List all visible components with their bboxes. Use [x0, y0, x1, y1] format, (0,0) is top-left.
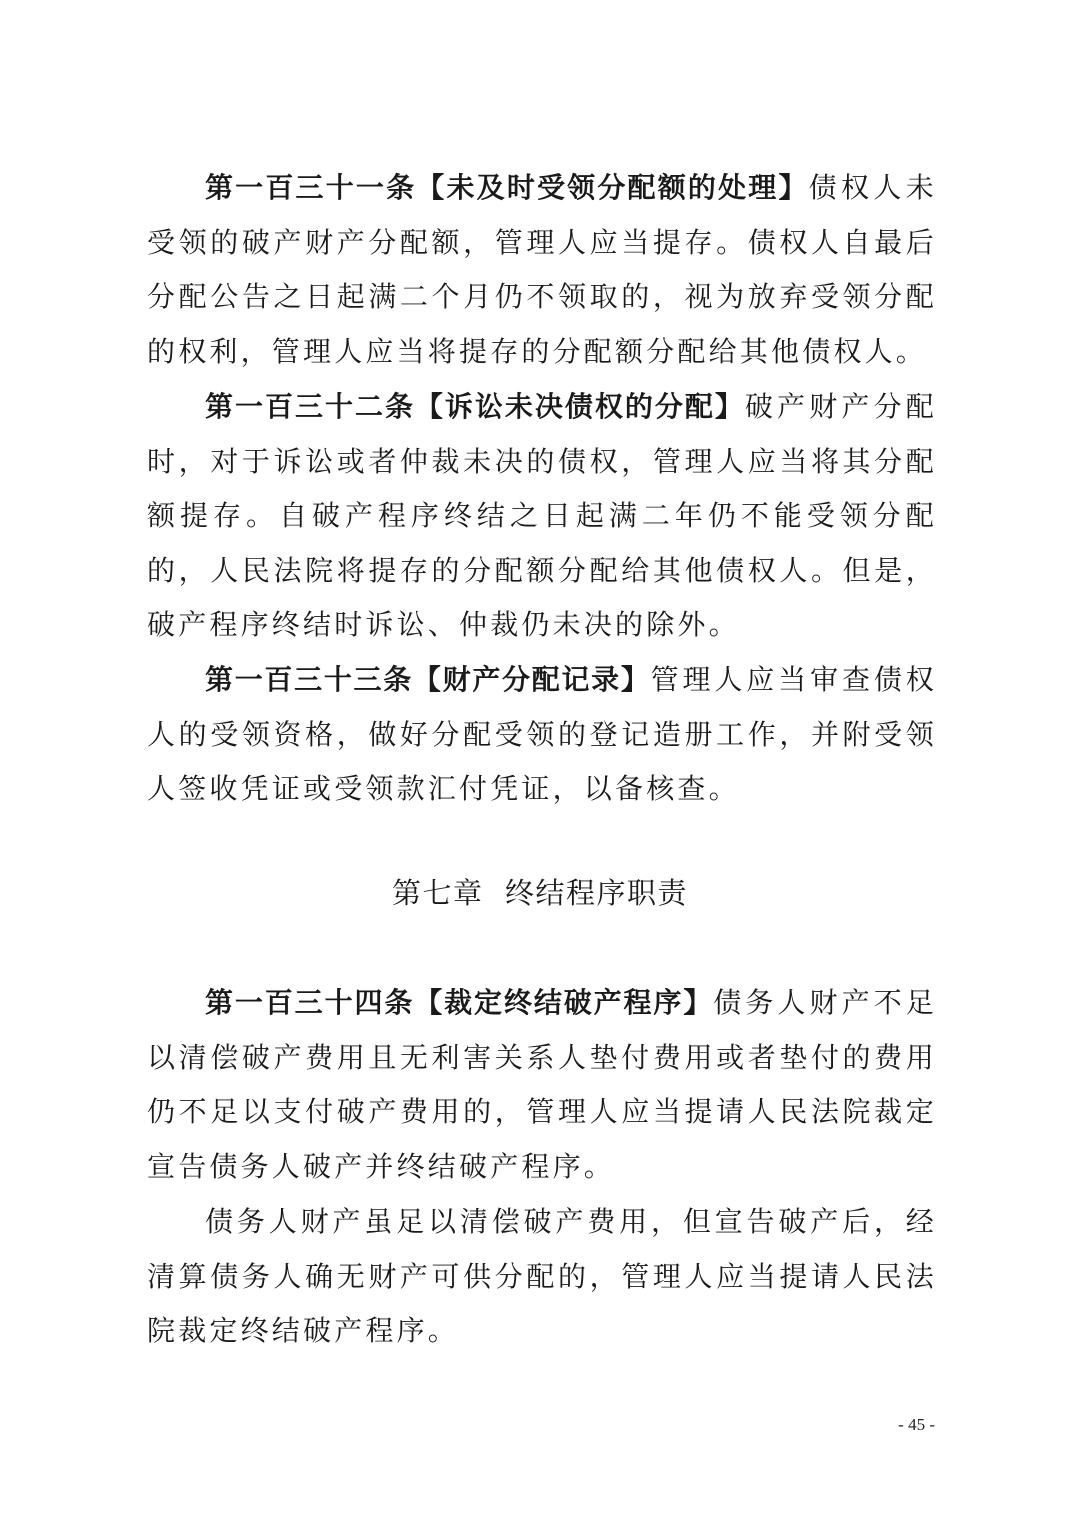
article-134-paragraph-2: 债务人财产虽足以清偿破产费用，但宣告破产后，经清算债务人确无财产可供分配的，管理人应当提请人民法院裁定终结破产程序。 — [147, 1205, 937, 1348]
article-132-body: 破产财产分配时，对于诉讼或者仲裁未决的债权，管理人应当将其分配额提存。自破产程序终结之日起满二年仍不能受领分配的，人民法院将提存的分配额分配给其他债权人。但是，破产程序终结时诉讼、仲裁仍未决的除外。 — [147, 390, 937, 642]
chapter-heading: 第七章 终结程序职责 — [392, 876, 688, 910]
article-134 — [147, 976, 937, 1194]
article-134-body: 债务人财产不足以清偿破产费用且无利害关系人垫付费用或者垫付的费用仍不足以支付破产费用的，管理人应当提请人民法院裁定宣告债务人破产并终结破产程序。 — [147, 986, 937, 1183]
article-133 — [147, 653, 937, 817]
article-132 — [147, 380, 937, 653]
article-132-title: 第一百三十二条【诉讼未决债权的分配】 — [205, 390, 745, 423]
article-131-title: 第一百三十一条【未及时受领分配额的处理】 — [205, 171, 809, 204]
article-133-body: 管理人应当审查债权人的受领资格，做好分配受领的登记造册工作，并附受领人签收凭证或受领款汇付凭证，以备核查。 — [147, 663, 937, 806]
article-133-title: 第一百三十三条【财产分配记录】 — [205, 663, 651, 696]
article-134-title: 第一百三十四条【裁定终结破产程序】 — [205, 986, 714, 1019]
page-number: - 45 - — [898, 1415, 935, 1434]
article-131-body: 债权人未受领的破产财产分配额，管理人应当提存。债权人自最后分配公告之日起满二个月仍不领取的，视为放弃受领分配的权利，管理人应当将提存的分配额分配给其他债权人。 — [147, 171, 937, 368]
article-131 — [147, 161, 937, 379]
